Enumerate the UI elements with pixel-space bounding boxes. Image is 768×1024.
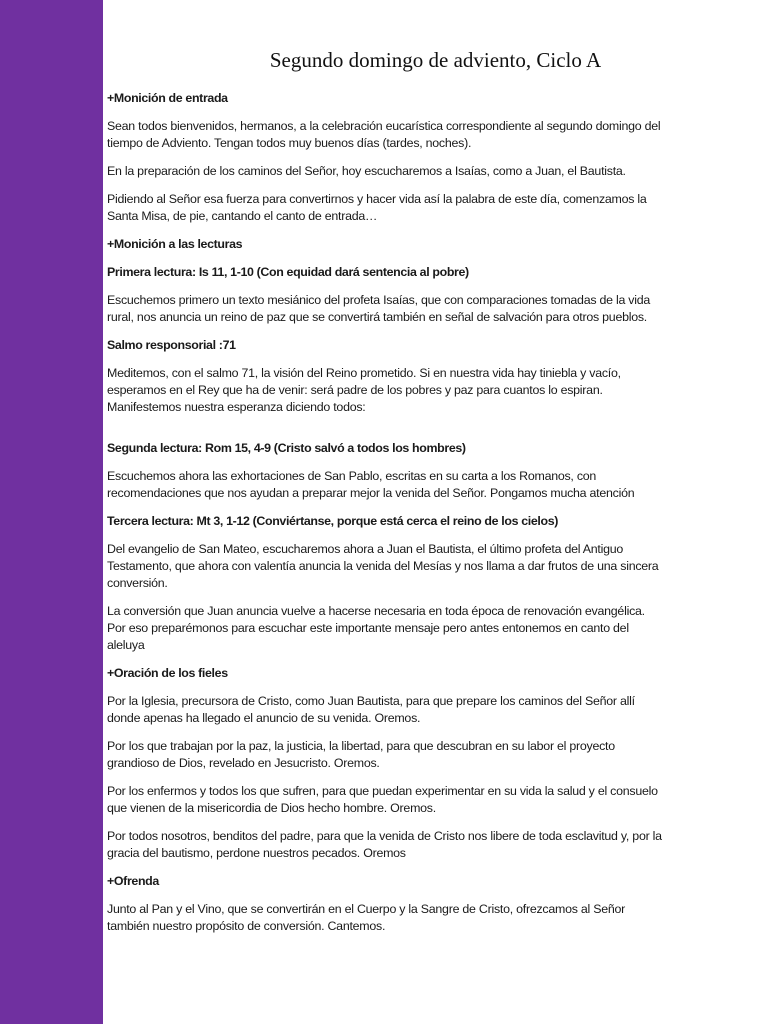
section-heading: Segunda lectura: Rom 15, 4-9 (Cristo salvó a todos los hombres): [107, 441, 466, 455]
paragraph: Por todos nosotros, benditos del padre, para que la venida de Cristo nos libere de toda esclavitud y, por la gracia del bautismo, perdone nuestros pecados. Oremos: [107, 829, 662, 860]
paragraph: Junto al Pan y el Vino, que se convertirán en el Cuerpo y la Sangre de Cristo, ofrezcamos al Señor también nuestro propósito de conversión. Cantemos.: [107, 902, 626, 933]
paragraph: Del evangelio de San Mateo, escucharemos ahora a Juan el Bautista, el último profeta del Antiguo Testamento, que ahora con valentía anuncia la venida del Mesías y nos llama a dar frutos de una sincera conversión.: [107, 542, 659, 590]
section-heading: +Ofrenda: [107, 874, 159, 888]
paragraph: Meditemos, con el salmo 71, la visión del Reino prometido. Si en nuestra vida hay tiniebla y vacío, esperamos en el Rey que ha de venir: será padre de los pobres y paz para cuantos lo espiran. Manifestemos nuestra esperanza diciendo todos:: [107, 366, 621, 414]
section-heading: Salmo responsorial :71: [107, 338, 236, 352]
paragraph: Pidiendo al Señor esa fuerza para convertirnos y hacer vida así la palabra de este día, comenzamos la Santa Misa, de pie, cantando el canto de entrada…: [107, 192, 647, 223]
section-heading: +Monición de entrada: [107, 91, 228, 105]
section-heading: Primera lectura: Is 11, 1-10 (Con equidad dará sentencia al pobre): [107, 265, 469, 279]
paragraph: La conversión que Juan anuncia vuelve a hacerse necesaria en toda época de renovación evangélica. Por eso preparémonos para escuchar este importante mensaje pero antes entonemos en canto del aleluya: [107, 604, 645, 652]
paragraph: Sean todos bienvenidos, hermanos, a la celebración eucarística correspondiente al segundo domingo del tiempo de Adviento. Tengan todos muy buenos días (tardes, noches).: [107, 119, 661, 150]
document-body: [107, 90, 662, 946]
page-title: Segundo domingo de adviento, Ciclo A: [269, 48, 602, 72]
paragraph: Por los que trabajan por la paz, la justicia, la libertad, para que descubran en su labor el proyecto grandioso de Dios, revelado en Jesucristo. Oremos.: [107, 739, 615, 770]
paragraph: Por los enfermos y todos los que sufren, para que puedan experimentar en su vida la salud y el consuelo que vienen de la misericordia de Dios hecho hombre. Oremos.: [107, 784, 658, 815]
section-heading: +Oración de los fieles: [107, 666, 228, 680]
paragraph: Por la Iglesia, precursora de Cristo, como Juan Bautista, para que prepare los caminos del Señor allí donde apenas ha llegado el anuncio de su venida. Oremos.: [107, 694, 635, 725]
paragraph: Escuchemos primero un texto mesiánico del profeta Isaías, que con comparaciones tomadas de la vida rural, nos anuncia un reino de paz que se convertirá también en señal de salvación para otros pueblos.: [107, 293, 651, 324]
section-heading: Tercera lectura: Mt 3, 1-12 (Conviértanse, porque está cerca el reino de los cielos): [107, 514, 559, 528]
paragraph: Escuchemos ahora las exhortaciones de San Pablo, escritas en su carta a los Romanos, con recomendaciones que nos ayudan a preparar mejor la venida del Señor. Pongamos mucha atención: [107, 469, 635, 500]
purple-side-bar: [0, 0, 103, 1024]
section-heading: +Monición a las lecturas: [107, 237, 243, 251]
paragraph: En la preparación de los caminos del Señor, hoy escucharemos a Isaías, como a Juan, el Bautista.: [107, 164, 626, 178]
